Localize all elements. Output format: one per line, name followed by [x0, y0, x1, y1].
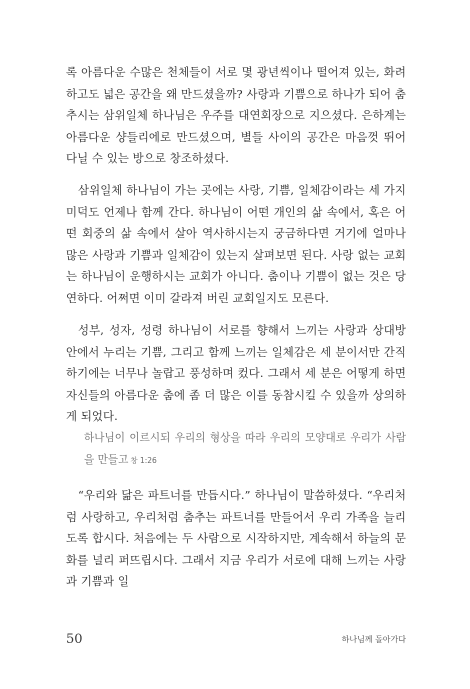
quote-text: 하나님이 이르시되 우리의 형상을 따라 우리의 모양대로 우리가 사람을 만들고: [84, 432, 406, 466]
paragraph-continuation: [66, 62, 406, 170]
scripture-quote: [84, 428, 406, 471]
paragraph-trinity-virtues: [66, 180, 406, 310]
verse-reference: 창 1:26: [130, 455, 157, 465]
paragraph-text: 성부, 성자, 성령 하나님이 서로를 향해서 느끼는 사랑과 상대방 안에서 누리는 기쁨, 그리고 함께 느끼는 일체감은 세 분이서만 간직하기에는 너무나 놀랍고 풍성하며 컸다. 그래서 세 분은 어떻게 하면 자신들의 아름다운 춤에 좀 더 많은 이를 동참시킬 수 있을까 상의하게 되었다.: [66, 323, 406, 424]
paragraph-text: 삼위일체 하나님이 가는 곳에는 사랑, 기쁨, 일체감이라는 세 가지 미덕도 언제나 함께 간다. 하나님이 어떤 개인의 삶 속에서, 혹은 어떤 회중의 삶 속에서 살아 역사하시는지 궁금하다면 거기에 얼마나 많은 사랑과 기쁨과 일체감이 있는지 살펴보면 된다. 사랑 없는 교회는 하나님이 운행하시는 교회가 아니다. 춤이나 기쁨이 없는 것은 당연하다. 어쩌면 이미 갈라져 버린 교회일지도 모른다.: [66, 183, 406, 305]
running-title: 하나님께 돌아가다: [341, 635, 406, 644]
paragraph-trinity-dance: [66, 320, 406, 428]
page-number: 50: [66, 632, 83, 647]
paragraph-partners: [66, 485, 406, 593]
paragraph-text: 록 아름다운 수많은 천체들이 서로 몇 광년씩이나 떨어져 있는, 화려하고도 넓은 공간을 왜 만드셨을까? 사랑과 기쁨으로 하나가 되어 춤추시는 삼위일체 하나님은 우주를 대연회장으로 지으셨다. 은하계는 아름다운 샹들리에로 만드셨으며, 별들 사이의 공간은 마음껏 뛰어다닐 수 있는 방으로 창조하셨다.: [66, 65, 406, 166]
paragraph-text: “우리와 닮은 파트너를 만듭시다.” 하나님이 말씀하셨다. “우리처럼 사랑하고, 우리처럼 춤추는 파트너를 만들어서 우리 가족을 늘리도록 합시다. 처음에는 두 사람으로 시작하지만, 계속해서 하늘의 문화를 널리 퍼뜨립시다. 그래서 지금 우리가 서로에 대해 느끼는 사랑과 기쁨과 일: [66, 488, 406, 589]
